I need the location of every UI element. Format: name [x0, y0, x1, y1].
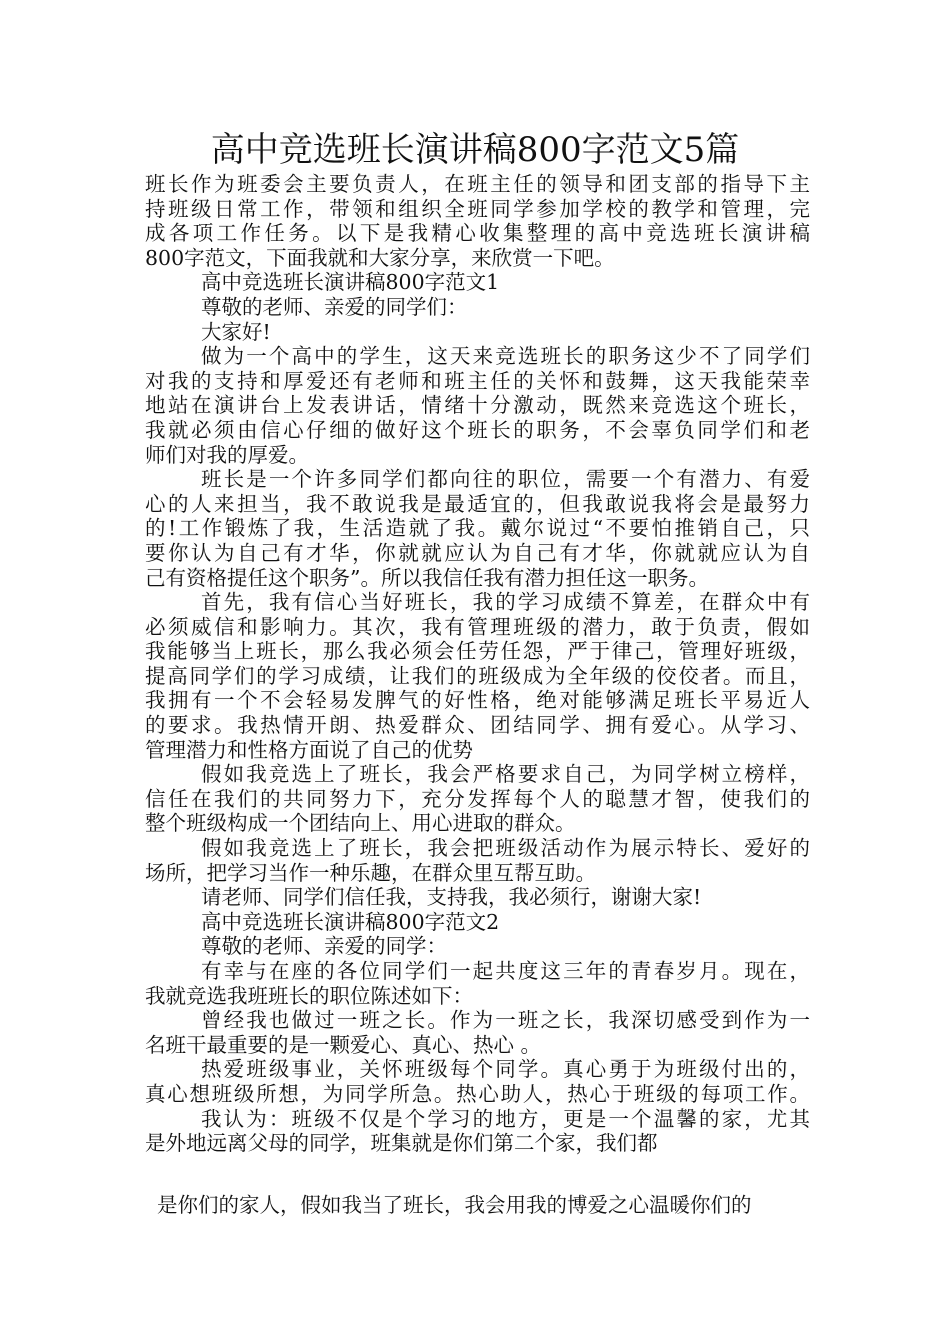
- text-line: 名班干最重要的是一颗爱心、真心、热心 。: [145, 1032, 542, 1057]
- text-line: 尊敬的老师、亲爱的同学：: [201, 934, 447, 959]
- text-line: 做为一个高中的学生，这天来竞选班长的职务这少不了同学们: [201, 344, 810, 369]
- text-line: 假如我竞选上了班长，我会把班级活动作为展示特长、爱好的: [201, 836, 810, 861]
- text-line: 我认为：班级不仅是个学习的地方，更是一个温馨的家，尤其: [201, 1106, 810, 1131]
- text-line: 真心想班级所想，为同学所急。热心助人，热心于班级的每项工作。: [145, 1081, 810, 1106]
- text-line: 整个班级构成一个团结向上、用心进取的群众。: [145, 811, 576, 836]
- text-line: 己有资格提任这个职务”。所以我信任我有潜力担任这一职务。: [145, 565, 709, 590]
- document-title: 高中竞选班长演讲稿800字范文5篇: [210, 130, 740, 170]
- text-line: 大家好!: [201, 319, 271, 344]
- text-line: 我能够当上班长，那么我必须会任劳任怨，严于律己，管理好班级，: [145, 639, 810, 664]
- text-line: 管理潜力和性格方面说了自己的优势: [145, 737, 473, 762]
- text-line: 有幸与在座的各位同学们一起共度这三年的青春岁月。现在，: [201, 959, 810, 983]
- text-line: 的要求。我热情开朗、热爱群众、团结同学、拥有爱心。从学习、: [145, 713, 810, 738]
- text-line: 场所，把学习当作一种乐趣，在群众里互帮互助。: [145, 860, 596, 885]
- text-line: 师们对我的厚爱。: [145, 442, 309, 467]
- page-footer-line: 是你们的家人，假如我当了班长，我会用我的博爱之心温暖你们的: [157, 1193, 752, 1217]
- text-line: 我拥有一个不会轻易发脾气的好性格，绝对能够满足班长平易近人: [145, 688, 810, 713]
- text-line: 高中竞选班长演讲稿800字范文2: [201, 909, 500, 934]
- text-line: 班长作为班委会主要负责人，在班主任的领导和团支部的指导下主: [145, 172, 810, 196]
- text-line: 心的人来担当，我不敢说我是最适宜的，但我敢说我将会是最努力: [145, 491, 810, 516]
- text-line: 800字范文，下面我就和大家分享，来欣赏一下吧。: [145, 245, 615, 270]
- text-line: 的!工作锻炼了我，生活造就了我。戴尔说过“不要怕推销自己，只: [145, 516, 810, 541]
- text-line: 热爱班级事业，关怀班级每个同学。真心勇于为班级付出的，: [201, 1057, 810, 1082]
- text-line: 班长是一个许多同学们都向往的职位，需要一个有潜力、有爱: [201, 467, 810, 492]
- text-line: 要你认为自己有才华，你就就应认为自己有才华，你就就应认为自: [145, 540, 810, 565]
- text-line: 信任在我们的共同努力下，充分发挥每个人的聪慧才智，使我们的: [145, 786, 810, 811]
- text-line: 是外地远离父母的同学，班集就是你们第二个家，我们都: [145, 1131, 658, 1156]
- text-line: 我就必须由信心仔细的做好这个班长的职务，不会辜负同学们和老: [145, 417, 810, 442]
- text-line: 我就竞选我班班长的职位陈述如下：: [145, 983, 473, 1008]
- text-line: 曾经我也做过一班之长。作为一班之长，我深切感受到作为一: [201, 1008, 810, 1033]
- text-line: 对我的支持和厚爱还有老师和班主任的关怀和鼓舞，这天我能荣幸: [145, 368, 810, 393]
- text-line: 成各项工作任务。以下是我精心收集整理的高中竞选班长演讲稿: [145, 221, 810, 246]
- text-line: 首先，我有信心当好班长，我的学习成绩不算差，在群众中有: [201, 590, 810, 615]
- text-line: 请老师、同学们信任我，支持我，我必须行，谢谢大家!: [201, 885, 702, 910]
- document-body: [145, 172, 810, 1156]
- text-line: 假如我竞选上了班长，我会严格要求自己，为同学树立榜样，: [201, 762, 810, 787]
- text-line: 持班级日常工作，带领和组织全班同学参加学校的教学和管理，完: [145, 196, 810, 221]
- text-line: 尊敬的老师、亲爱的同学们：: [201, 294, 468, 319]
- text-line: 提高同学们的学习成绩，让我们的班级成为全年级的佼佼者。而且，: [145, 663, 810, 688]
- text-line: 必须威信和影响力。其次，我有管理班级的潜力，敢于负责，假如: [145, 614, 810, 639]
- text-line: 高中竞选班长演讲稿800字范文1: [201, 270, 500, 295]
- text-line: 地站在演讲台上发表讲话，情绪十分激动，既然来竞选这个班长，: [145, 393, 810, 418]
